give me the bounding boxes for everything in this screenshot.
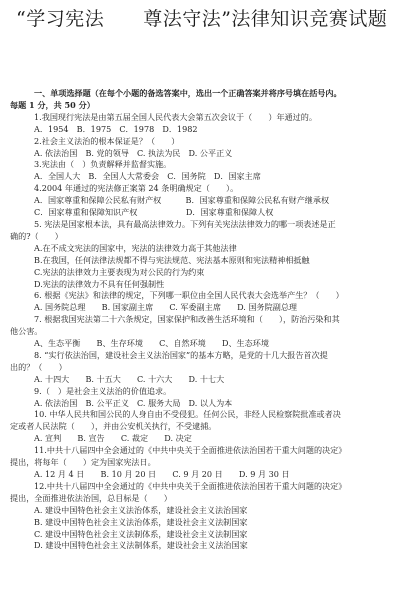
question-item	[34, 112, 384, 136]
question-stem: 5. 宪法是国家根本法，具有最高法律效力。下列有关宪法法律效力的哪一项表述是正	[34, 218, 336, 229]
answer-options: A．国家尊重和保障公民私有财产权 B．国家尊重和保障公民私有财产继承权	[34, 195, 330, 206]
question-stem: 4.2004 年通过的宪法修正案第 24 条明确规定（ ）。	[34, 183, 239, 194]
question-item	[34, 136, 384, 160]
question-stem: 8. “实行依法治国，建设社会主义法治国家”的基本方略，是党的十几大报告首次提	[34, 349, 328, 360]
answer-options: A、生态平衡 B、生存环境 C、自然环境 D、生态环境	[34, 338, 269, 349]
exam-title: “学习宪法 尊法守法”法律知识竞赛试题	[16, 8, 388, 30]
question-stem: 1.我国现行宪法是由第五届全国人民代表大会第五次会议于（ ）年通过的。	[34, 111, 317, 122]
question-item	[10, 409, 384, 445]
answer-options: A.在不成文宪法的国家中，宪法的法律效力高于其他法律	[34, 242, 237, 253]
answer-options: A. 建设中国特色社会主义法治体系，建设社会主义法治国家	[34, 504, 248, 515]
question-item	[10, 218, 384, 290]
answer-options: A．全国人大 B．全国人大常委会 C．国务院 D．国家主席	[34, 171, 261, 182]
question-stem: 9.（ ）是社会主义法治的价值追求。	[34, 385, 172, 396]
question-stem: 2.社会主义法治的根本保证是？（ ）	[34, 135, 180, 146]
question-stem-continued: 提出，全面推进依法治国，总目标是（ ）	[10, 492, 172, 503]
answer-options: A. 十四大 B. 十五大 C. 十六大 D. 十七大	[34, 373, 225, 384]
answer-options: D.宪法的法律效力不具有任何强制性	[34, 278, 165, 289]
question-item	[34, 183, 384, 219]
question-stem-continued: 定或者人民法院（ ），并由公安机关执行，不受逮捕。	[10, 421, 217, 432]
answer-options: A. 依法治国 B. 党的领导 C. 执法为民 D. 公平正义	[34, 147, 233, 158]
answer-options: A．1954 B．1975 C．1978 D．1982	[34, 123, 198, 134]
answer-options: C. 建设中国特色社会主义法制体系，建设社会主义法制国家	[34, 528, 248, 539]
question-item	[10, 314, 384, 350]
section-header-cont: 每题 1 分，共 50 分）	[10, 99, 95, 110]
answer-options: B.在我国，任何法律法规都不得与宪法规范、宪法基本原则和宪法精神相抵触	[34, 254, 310, 265]
question-item	[34, 159, 384, 183]
question-stem-continued: 出的？（ ）	[10, 361, 67, 372]
question-stem-continued: 他公害。	[10, 326, 43, 337]
answer-options: D. 建设中国特色社会主义法制体系，建设社会主义法治国家	[34, 540, 248, 551]
exam-body	[10, 88, 384, 552]
answer-options: C.宪法的法律效力主要表现为对公民的行为约束	[34, 266, 205, 277]
answer-options: A. 宣判 B. 宣告 C. 裁定 D. 决定	[34, 433, 192, 444]
question-stem: 6. 根据《宪法》和法律的规定，下列哪一职位由全国人民代表大会选举产生？（ ）	[34, 290, 344, 301]
answer-options: A. 国务院总理 B. 国家副主席 C. 军委副主席 D. 国务院副总理	[34, 302, 298, 313]
question-item	[10, 480, 384, 552]
answer-options: A. 12 月 4 日 B. 10 月 20 日 C. 9 月 20 日 D. 9 月 30 日	[34, 469, 290, 479]
question-stem: 10. 中华人民共和国公民的人身自由不受侵犯。任何公民，非经人民检察院批准或者决	[34, 409, 341, 420]
question-list	[10, 111, 384, 553]
question-stem-continued: 确的?（ ）	[10, 230, 63, 241]
answer-options: B. 建设中国特色社会主义法治体系，建设社会主义法制国家	[34, 516, 248, 527]
question-item	[34, 386, 384, 410]
question-item	[10, 445, 384, 481]
question-stem: 3.宪法由（ ）负责解释并监督实施。	[34, 159, 172, 170]
section-header: 一、单项选择题（在每个小题的备选答案中，选出一个正确答案并将序号填在括号内。	[34, 88, 342, 98]
question-item	[10, 349, 384, 386]
answer-options: C．国家尊重和保障知识产权 D．国家尊重和保障人权	[34, 207, 274, 218]
question-item	[34, 290, 384, 314]
question-stem: 7. 根据我国宪法第二十六条规定，国家保护和改善生活环境和（ ），防治污染和其	[34, 314, 340, 325]
answer-options: A. 依法治国 B. 公平正义 C. 服务大局 D. 以人为本	[34, 397, 233, 408]
question-stem-continued: 提出，将每年（ ）定为国家宪法日。	[10, 457, 156, 468]
question-stem: 11.中共十八届四中全会通过的《中共中央关于全面推进依法治国若干重大问题的决定》	[34, 445, 347, 456]
question-stem: 12.中共十八届四中全会通过的《中共中央关于全面推进依法治国若干重大问题的决定》	[34, 480, 347, 491]
